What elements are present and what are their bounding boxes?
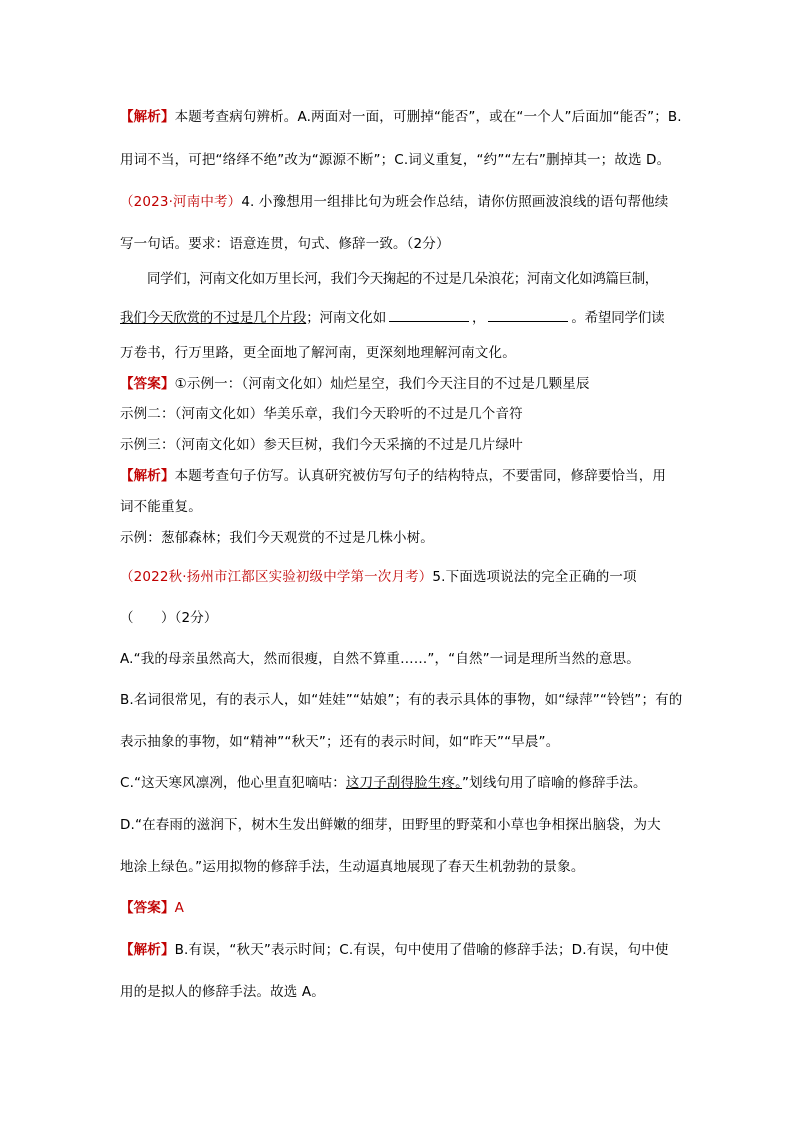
question-source: （2023·河南中考） [120,194,242,210]
answer-text: 示例二：（河南文化如）华美乐章，我们今天聆听的不过是几个音符 [120,406,523,422]
q4-answer-line-3 [120,436,523,454]
q4-analysis-line-1 [120,467,666,485]
option-text: 表示抽象的事物，如“精神”“秋天”；还有的表示时间，如“昨天”“早晨”。 [120,734,560,750]
q5-stem-line-2 [120,609,218,627]
question-text: 4. 小豫想用一组排比句为班会作总结，请你仿照画波浪线的语句帮他续 [241,194,669,210]
option-text: B.名词很常见，有的表示人，如“娃娃”“姑娘”；有的表示具体的事物，如“绿萍”“铃铛”；有的 [120,692,683,708]
analysis-text: 词不能重复。 [120,499,202,515]
analysis-text: 用词不当，可把“络绎不绝”改为“源源不断”；C.词义重复，“约”“左右”删掉其一；故选 D。 [120,152,671,168]
question-text: 写一句话。要求：语意连贯，句式、修辞一致。（2分） [120,236,450,252]
q4-passage-line-1 [147,270,658,288]
q4-answer-line-1 [120,375,590,393]
passage-text: 同学们，河南文化如万里长河，我们今天掬起的不过是几朵浪花；河南文化如鸿篇巨制， [147,271,658,287]
analysis-text: B.有误，“秋天”表示时间；C.有误，句中使用了借喻的修辞手法；D.有误，句中使 [174,942,669,958]
answer-text: A [174,900,184,916]
option-text: A.“我的母亲虽然高大，然而很瘦，自然不算重……”，“自然”一词是理所当然的意思。 [120,651,640,667]
q5-option-b-line-1 [120,691,682,709]
answer-tag: 【答案】 [120,376,175,392]
analysis-text: 本题考查句子仿写。认真研究被仿写句子的结构特点，不要雷同，修辞要恰当，用 [174,468,667,484]
option-text: ”划线句用了暗喻的修辞手法。 [462,775,647,791]
q5-option-d-line-1 [120,816,661,834]
option-text: 地涂上绿色。”运用拟物的修辞手法，生动逼真地展现了春天生机勃勃的景象。 [120,859,585,875]
question-text: 5.下面选项说法的完全正确的一项 [432,569,637,585]
q4-passage-line-2 [120,307,664,327]
q4-stem-line-1 [120,193,668,211]
wavy-underlined-sentence: 我们今天欣赏的不过是几个片段 [120,310,307,326]
q5-analysis-line-1 [120,941,669,959]
passage-text: 。希望同学们读 [571,310,665,326]
analysis-text: 用的是拟人的修辞手法。故选 A。 [120,984,325,1000]
q3-analysis-line-1 [120,108,682,126]
q4-passage-line-3 [120,344,516,362]
example-text: 示例：葱郁森林；我们今天观赏的不过是几株小树。 [120,530,434,546]
analysis-tag: 【解析】 [120,942,175,958]
q5-option-a [120,650,640,668]
passage-text: ；河南文化如 [306,310,387,326]
analysis-tag: 【解析】 [120,109,175,125]
q4-analysis-line-2 [120,498,202,516]
q5-stem-line-1 [120,568,637,586]
answer-tag: 【答案】 [120,900,175,916]
q5-option-d-line-2 [120,858,585,876]
q5-option-c [120,774,647,792]
q5-analysis-line-2 [120,983,325,1001]
fill-blank-2[interactable] [488,307,568,322]
q4-example [120,529,434,547]
q4-answer-line-2 [120,405,523,423]
q5-option-b-line-2 [120,733,559,751]
q3-analysis-line-2 [120,151,670,169]
answer-text: 示例三：（河南文化如）参天巨树，我们今天采摘的不过是几片绿叶 [120,437,523,453]
passage-text: 万卷书，行万里路，更全面地了解河南，更深刻地理解河南文化。 [120,345,516,361]
answer-text: ①示例一：（河南文化如）灿烂星空，我们今天注目的不过是几颗星辰 [174,376,590,392]
fill-blank-1[interactable] [389,307,469,322]
question-text: （ ）（2分） [120,610,218,626]
analysis-text: 本题考查病句辨析。A.两面对一面，可删掉“能否”，或在“一个人”后面加“能否”；B. [174,109,682,125]
q4-stem-line-2 [120,235,450,253]
option-text: D.“在春雨的滋润下，树木生发出鲜嫩的细芽，田野里的野菜和小草也争相探出脑袋，为大 [120,817,661,833]
option-text: C.“这天寒风凛冽，他心里直犯嘀咕： [120,775,346,791]
q5-answer [120,899,184,917]
question-source: （2022秋·扬州市江都区实验初级中学第一次月考） [120,569,433,585]
analysis-tag: 【解析】 [120,468,175,484]
passage-text: ， [472,310,486,326]
underlined-sentence: 这刀子刮得脸生疼。 [345,775,463,791]
